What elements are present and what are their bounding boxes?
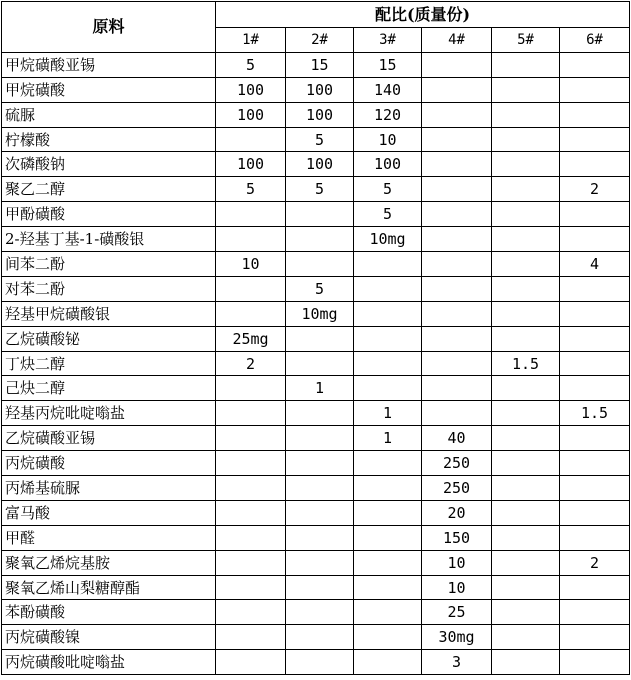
ratio-cell [216,301,286,326]
ratio-cell [422,52,492,77]
material-name: 甲烷磺酸亚锡 [2,52,216,77]
ratio-cell [422,102,492,127]
ratio-cell [492,177,560,202]
ratio-cell: 25 [422,600,492,625]
ratio-cell [492,52,560,77]
ratio-cell [492,625,560,650]
table-row [2,600,630,625]
ratio-cell: 5 [286,177,354,202]
ratio-cell [354,650,422,675]
ratio-cell: 100 [286,152,354,177]
ratio-cell [560,376,630,401]
ratio-cell [492,252,560,277]
ratio-cell [286,252,354,277]
ratio-cell: 150 [422,525,492,550]
ratio-cell [354,625,422,650]
ratio-cell: 250 [422,476,492,501]
ratio-cell: 100 [286,77,354,102]
ratio-cell [492,202,560,227]
ratio-cell [492,451,560,476]
ratio-cell [286,426,354,451]
table-row [2,252,630,277]
ratio-cell [216,376,286,401]
material-name: 聚氧乙烯烷基胺 [2,550,216,575]
ratio-cell [286,476,354,501]
ratio-cell [216,202,286,227]
ratio-cell [354,326,422,351]
material-name: 富马酸 [2,500,216,525]
ratio-cell: 120 [354,102,422,127]
ratio-cell [422,351,492,376]
ratio-cell: 15 [354,52,422,77]
ratio-cell: 4 [560,252,630,277]
ratio-cell: 2 [560,550,630,575]
ratio-cell [560,77,630,102]
material-name: 丙烯基硫脲 [2,476,216,501]
material-name: 丙烷磺酸吡啶嗡盐 [2,650,216,675]
material-name: 甲醛 [2,525,216,550]
ratio-cell [216,525,286,550]
ratio-cell [492,276,560,301]
ratio-cell [286,500,354,525]
ratio-cell [354,600,422,625]
ratio-cell [286,650,354,675]
ratio-cell: 1 [354,401,422,426]
ratio-cell [560,426,630,451]
table-row [2,202,630,227]
ratio-cell: 1 [286,376,354,401]
column-header-1: 1# [216,28,286,53]
ratio-cell: 5 [354,202,422,227]
ratio-cell [286,600,354,625]
ratio-cell [492,476,560,501]
table-row [2,127,630,152]
material-name: 次磷酸钠 [2,152,216,177]
table-row [2,500,630,525]
ratio-cell [560,500,630,525]
ratio-cell: 100 [354,152,422,177]
material-name: 对苯二酚 [2,276,216,301]
ratio-cell [492,600,560,625]
ratio-cell [286,451,354,476]
material-name: 丙烷磺酸 [2,451,216,476]
ratio-cell: 100 [216,102,286,127]
ratio-cell [492,650,560,675]
ratio-cell: 250 [422,451,492,476]
ratio-cell: 3 [422,650,492,675]
ratio-cell [422,301,492,326]
material-header: 原料 [2,2,216,53]
table-body [2,52,630,674]
ratio-cell [422,77,492,102]
material-name: 苯酚磺酸 [2,600,216,625]
material-name: 聚氧乙烯山梨糖醇酯 [2,575,216,600]
ratio-cell: 2 [216,351,286,376]
ratio-cell [286,227,354,252]
ratio-cell [216,426,286,451]
ratio-cell [422,127,492,152]
material-name: 间苯二酚 [2,252,216,277]
ratio-cell [560,202,630,227]
material-name: 羟基丙烷吡啶嗡盐 [2,401,216,426]
material-name: 乙烷磺酸铋 [2,326,216,351]
material-name: 丁炔二醇 [2,351,216,376]
table-row [2,177,630,202]
ratio-cell [560,52,630,77]
ratio-cell [216,227,286,252]
material-name: 硫脲 [2,102,216,127]
ratio-cell: 15 [286,52,354,77]
ratio-cell [560,451,630,476]
ratio-cell [354,550,422,575]
header-row-top [2,2,630,28]
ratio-cell: 100 [216,77,286,102]
ratio-cell [492,376,560,401]
ratio-cell [216,500,286,525]
ratio-cell: 40 [422,426,492,451]
ratio-cell [422,401,492,426]
ratio-cell [422,376,492,401]
ratio-cell [286,525,354,550]
ratio-cell: 140 [354,77,422,102]
table-row [2,426,630,451]
ratio-cell [286,550,354,575]
ratio-cell [560,127,630,152]
ratio-cell [354,351,422,376]
table-row [2,575,630,600]
ratio-cell [354,476,422,501]
ratio-cell [216,451,286,476]
material-name: 甲烷磺酸 [2,77,216,102]
ratio-cell [492,102,560,127]
ratio-cell: 1.5 [492,351,560,376]
ratio-cell [286,326,354,351]
ratio-cell [286,401,354,426]
table-row [2,102,630,127]
ratio-cell [354,301,422,326]
ratio-cell [216,476,286,501]
table-row [2,52,630,77]
ratio-cell [354,451,422,476]
ratio-cell [422,202,492,227]
material-name: 聚乙二醇 [2,177,216,202]
column-header-5: 5# [492,28,560,53]
ratio-cell: 5 [354,177,422,202]
material-name: 甲酚磺酸 [2,202,216,227]
column-header-2: 2# [286,28,354,53]
ratio-cell [492,301,560,326]
ratio-cell [560,152,630,177]
ratio-cell [216,650,286,675]
ratio-cell [492,426,560,451]
ratio-cell [216,625,286,650]
ratio-cell [216,550,286,575]
ratio-cell [560,650,630,675]
ratio-cell: 1.5 [560,401,630,426]
ratio-cell [422,177,492,202]
table-row [2,451,630,476]
ratio-cell [216,401,286,426]
table-row [2,276,630,301]
ratio-cell [560,301,630,326]
ratio-cell: 2 [560,177,630,202]
ratio-cell [354,252,422,277]
material-name: 丙烷磺酸镍 [2,625,216,650]
table-row [2,351,630,376]
table-row [2,650,630,675]
ratio-cell [492,326,560,351]
ratio-cell: 10 [422,550,492,575]
table-row [2,376,630,401]
ratio-cell [286,625,354,650]
column-header-4: 4# [422,28,492,53]
ratio-cell: 10mg [286,301,354,326]
ratio-cell [354,525,422,550]
table-row [2,476,630,501]
ratio-cell: 10 [354,127,422,152]
ratio-cell [216,575,286,600]
ratio-cell [216,600,286,625]
ratio-cell: 25mg [216,326,286,351]
material-name: 己炔二醇 [2,376,216,401]
ratio-cell [560,276,630,301]
ratio-cell: 30mg [422,625,492,650]
ratio-cell [286,575,354,600]
column-header-6: 6# [560,28,630,53]
ratio-cell [560,326,630,351]
ratio-cell: 20 [422,500,492,525]
ratio-cell [492,525,560,550]
material-name: 2-羟基丁基-1-磺酸银 [2,227,216,252]
material-name: 羟基甲烷磺酸银 [2,301,216,326]
ratio-cell [216,276,286,301]
ratio-cell [422,152,492,177]
table-row [2,625,630,650]
table-row [2,227,630,252]
ratio-cell [560,575,630,600]
table-row [2,525,630,550]
ratio-cell [354,575,422,600]
ratio-cell [354,500,422,525]
ratio-cell [560,476,630,501]
ratio-cell [286,202,354,227]
ratio-cell [422,227,492,252]
ratio-cell: 5 [286,127,354,152]
ratio-cell [560,351,630,376]
ratio-cell [560,525,630,550]
formulation-table [1,1,630,675]
ratio-cell [422,252,492,277]
table-row [2,401,630,426]
ratio-cell [354,376,422,401]
ratio-cell [560,625,630,650]
ratio-cell [560,227,630,252]
ratio-cell [216,127,286,152]
table-row [2,550,630,575]
ratio-cell [560,102,630,127]
table-row [2,77,630,102]
ratio-cell [492,401,560,426]
table-row [2,301,630,326]
ratio-cell [492,152,560,177]
table-row [2,326,630,351]
ratio-cell [492,575,560,600]
ratio-header: 配比(质量份) [216,2,630,28]
ratio-cell: 10 [216,252,286,277]
ratio-cell [354,276,422,301]
ratio-cell [492,550,560,575]
ratio-cell [492,227,560,252]
ratio-cell: 10mg [354,227,422,252]
ratio-cell [492,500,560,525]
ratio-cell: 100 [216,152,286,177]
column-header-3: 3# [354,28,422,53]
ratio-cell: 5 [286,276,354,301]
ratio-cell [492,127,560,152]
ratio-cell: 5 [216,52,286,77]
ratio-cell [286,351,354,376]
table-row [2,152,630,177]
ratio-cell: 5 [216,177,286,202]
material-name: 乙烷磺酸亚锡 [2,426,216,451]
ratio-cell: 1 [354,426,422,451]
ratio-cell: 100 [286,102,354,127]
material-name: 柠檬酸 [2,127,216,152]
ratio-cell [422,276,492,301]
ratio-cell [492,77,560,102]
ratio-cell: 10 [422,575,492,600]
ratio-cell [560,600,630,625]
ratio-cell [422,326,492,351]
